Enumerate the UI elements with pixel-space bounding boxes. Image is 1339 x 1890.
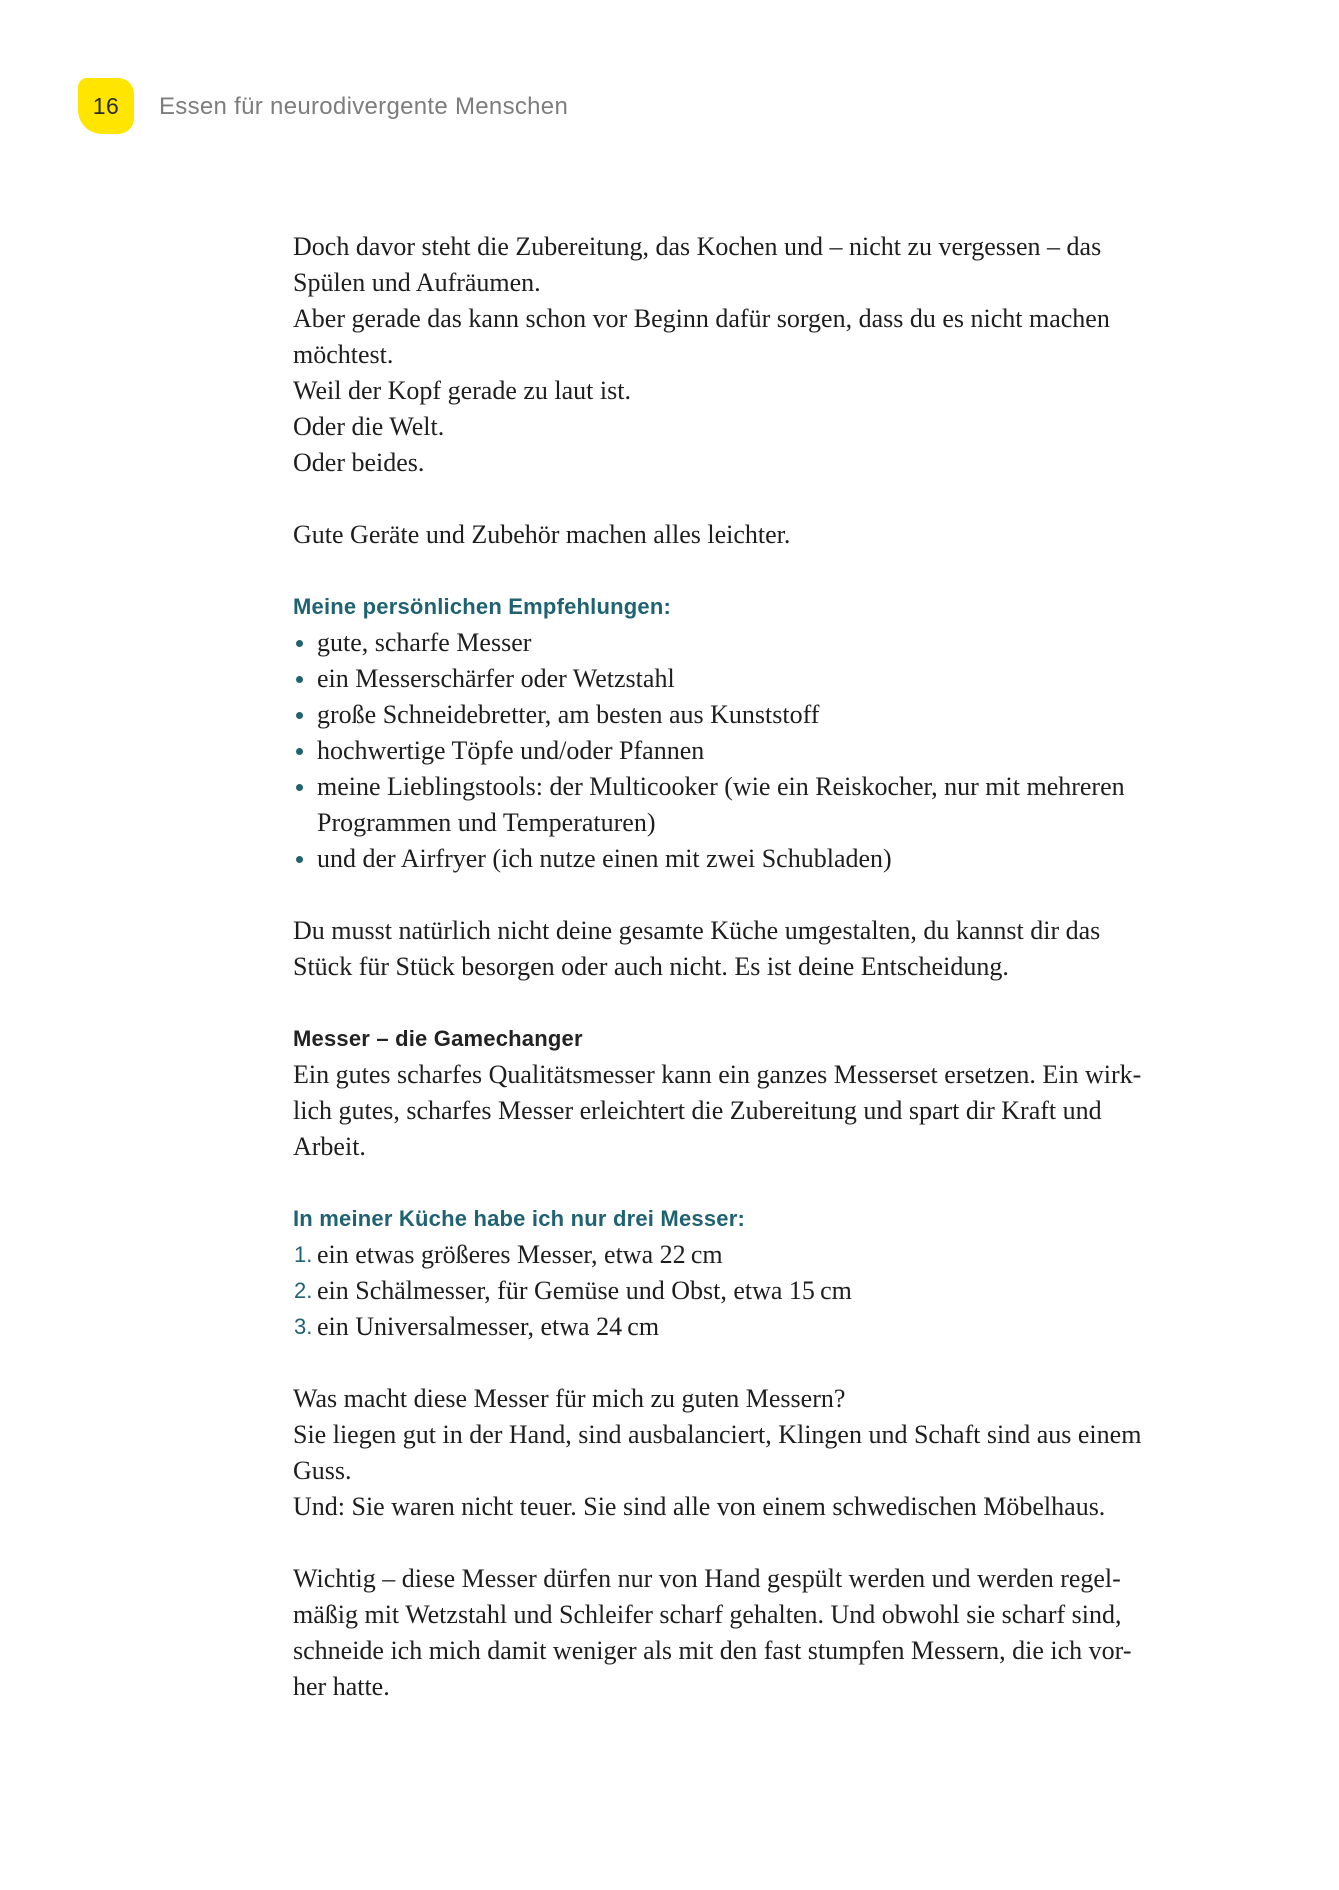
devices-paragraph [293, 517, 1253, 553]
list-number: 1. [294, 1242, 313, 1267]
bullet-icon [296, 712, 303, 719]
intro-paragraph [293, 229, 1253, 481]
text-line: Und: Sie waren nicht teuer. Sie sind alle von einem schwedischen Möbelhaus. [293, 1492, 1106, 1521]
page-body [293, 229, 1253, 1741]
text-line: Programmen und Temperaturen) [317, 808, 656, 837]
list-number: 2. [294, 1278, 313, 1303]
text-line: meine Lieblingstools: der Multicooker (wie ein Reiskocher, nur mit mehreren [317, 772, 1125, 801]
text-line: mäßig mit Wetzstahl und Schleifer scharf gehalten. Und obwohl sie scharf sind, [293, 1600, 1122, 1629]
recommendations-section [293, 589, 1253, 877]
text-line: Du musst natürlich nicht deine gesamte Küche umgestalten, du kannst dir das [293, 916, 1101, 945]
text-line: Stück für Stück besorgen oder auch nicht. Es ist deine Entscheidung. [293, 952, 1009, 981]
text-line: ein Schälmesser, für Gemüse und Obst, etwa 15 cm [317, 1276, 852, 1305]
text-line: möchtest. [293, 340, 394, 369]
list-item [293, 625, 1253, 661]
knives-section [293, 1021, 1253, 1165]
list-item [293, 661, 1253, 697]
text-line: Was macht diese Messer für mich zu guten Messern? [293, 1384, 846, 1413]
text-line: her hatte. [293, 1672, 390, 1701]
text-line: Weil der Kopf gerade zu laut ist. [293, 376, 631, 405]
text-line: ein Messerschärfer oder Wetzstahl [317, 664, 675, 693]
text-line: hochwertige Töpfe und/oder Pfannen [317, 736, 705, 765]
knives-heading: Messer – die Gamechanger [293, 1026, 583, 1051]
text-line: Oder beides. [293, 448, 425, 477]
text-line: Doch davor steht die Zubereitung, das Kochen und – nicht zu vergessen – das [293, 232, 1102, 261]
bullet-icon [296, 676, 303, 683]
three-knives-heading: In meiner Küche habe ich nur drei Messer: [293, 1206, 745, 1231]
text-line: Oder die Welt. [293, 412, 445, 441]
bullet-icon [296, 748, 303, 755]
list-item [293, 1237, 1253, 1273]
kitchen-note-paragraph [293, 913, 1253, 985]
list-item [293, 1273, 1253, 1309]
running-title: Essen für neurodivergente Menschen [159, 93, 569, 120]
text-line: Guss. [293, 1456, 352, 1485]
list-number: 3. [294, 1314, 313, 1339]
bullet-icon [296, 640, 303, 647]
text-line: Arbeit. [293, 1132, 366, 1161]
list-item [293, 769, 1253, 841]
text-line: ein Universalmesser, etwa 24 cm [317, 1312, 660, 1341]
text-line: Wichtig – diese Messer dürfen nur von Hand gespült werden und werden regel- [293, 1564, 1121, 1593]
three-knives-section [293, 1201, 1253, 1345]
recommendations-heading: Meine persönlichen Empfehlungen: [293, 594, 671, 619]
bullet-icon [296, 784, 303, 791]
list-item [293, 1309, 1253, 1345]
list-item [293, 841, 1253, 877]
why-good-paragraph [293, 1381, 1253, 1525]
important-paragraph [293, 1561, 1253, 1705]
text-line: Sie liegen gut in der Hand, sind ausbalanciert, Klingen und Schaft sind aus einem [293, 1420, 1142, 1449]
text-line: lich gutes, scharfes Messer erleichtert die Zubereitung und spart dir Kraft und [293, 1096, 1102, 1125]
text-line: Ein gutes scharfes Qualitätsmesser kann ein ganzes Messerset ersetzen. Ein wirk- [293, 1060, 1142, 1089]
text-line: Spülen und Aufräumen. [293, 268, 541, 297]
text-line: gute, scharfe Messer [317, 628, 532, 657]
page-number-badge [78, 78, 134, 134]
list-item [293, 697, 1253, 733]
list-item [293, 733, 1253, 769]
text-line: schneide ich mich damit weniger als mit den fast stumpfen Messern, die ich vor- [293, 1636, 1132, 1665]
text-line: und der Airfryer (ich nutze einen mit zwei Schubladen) [317, 844, 892, 873]
text-line: große Schneidebretter, am besten aus Kunststoff [317, 700, 820, 729]
page-number: 16 [92, 92, 120, 119]
text-line: ein etwas größeres Messer, etwa 22 cm [317, 1240, 723, 1269]
text-line: Gute Geräte und Zubehör machen alles leichter. [293, 520, 791, 549]
bullet-icon [296, 856, 303, 863]
text-line: Aber gerade das kann schon vor Beginn dafür sorgen, dass du es nicht machen [293, 304, 1110, 333]
